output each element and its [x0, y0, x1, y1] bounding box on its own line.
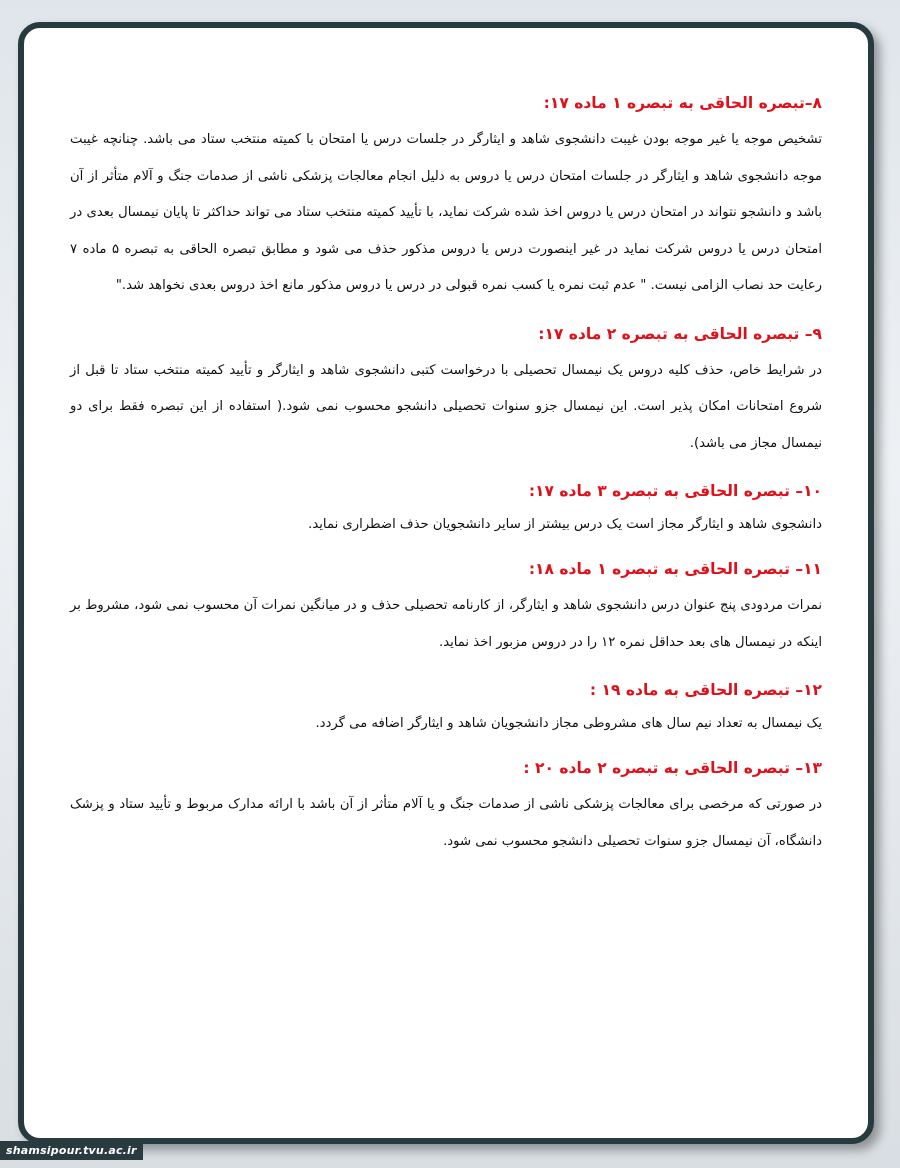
- section-body: نمرات مردودی پنج عنوان درس دانشجوی شاهد و ایثارگر، از کارنامه تحصیلی حذف و در میانگین نمرات آن محسوب نمی شود، مشروط بر اینکه در نیمسال های بعد حداقل نمره ۱۲ را در دروس مزبور اخذ نماید.: [70, 598, 822, 650]
- section-11: [70, 556, 822, 661]
- section-9: [70, 321, 822, 463]
- section-heading: ۱۳– تبصره الحاقی به تبصره ۲ ماده ۲۰ :: [523, 759, 822, 777]
- section-12: [70, 677, 822, 739]
- section-heading: ۱۰– تبصره الحاقی به تبصره ۳ ماده ۱۷:: [528, 482, 822, 500]
- section-heading: ۱۲– تبصره الحاقی به ماده ۱۹ :: [589, 681, 822, 699]
- section-body: در صورتی که مرخصی برای معالجات پزشکی ناشی از صدمات جنگ و یا آلام متأثر از آن باشد با ارائه مدارک مربوط و تأیید ستاد و پزشک دانشگاه، آن نیمسال جزو سنوات تحصیلی دانشجو محسوب نمی شود.: [70, 797, 822, 849]
- section-body: در شرایط خاص، حذف کلیه دروس یک نیمسال تحصیلی با درخواست کتبی دانشجوی شاهد و ایثارگر و تأیید کمیته منتخب ستاد تا قبل از شروع امتحانات امکان پذیر است. این نیمسال جزو سنوات تحصیلی دانشجو محسوب نمی شود.( استفاده از این تبصره فقط برای دو نیمسال مجاز می باشد).: [70, 362, 822, 451]
- section-13: [70, 755, 822, 860]
- section-body: یک نیمسال به تعداد نیم سال های مشروطی مجاز دانشجویان شاهد و ایثارگر اضافه می گردد.: [315, 716, 822, 731]
- site-watermark: shamsipour.tvu.ac.ir: [0, 1141, 143, 1160]
- section-heading: ۱۱– تبصره الحاقی به تبصره ۱ ماده ۱۸:: [528, 560, 822, 578]
- section-heading: ۸–تبصره الحاقی به تبصره ۱ ماده ۱۷:: [543, 94, 822, 112]
- section-8: [70, 90, 822, 305]
- section-body: تشخیص موجه یا غیر موجه بودن غیبت دانشجوی شاهد و ایثارگر در جلسات درس یا امتحان با کمیته منتخب ستاد می باشد. چنانچه غیبت موجه دانشجوی شاهد و ایثارگر در جلسات امتحان درس یا دروس به دلیل انجام معالجات پزشکی ناشی از صدمات جنگ و آلام متأثر از آن باشد و دانشجو نتواند در امتحان درس یا دروس اخذ شده شرکت نماید، با تأیید کمیته منتخب ستاد می تواند حداکثر تا پایان نیمسال بعدی در امتحان درس یا دروس شرکت نماید در غیر اینصورت درس یا دروس مذکور حذف می شود و مطابق تبصره الحاقی به تبصره ۵ ماده ۷ رعایت حد نصاب الزامی نیست. " عدم ثبت نمره یا کسب نمره قبولی در درس یا دروس مذکور مانع اخذ دروس بعدی نخواهد شد.": [70, 132, 822, 293]
- document-content: [70, 90, 822, 876]
- section-10: [70, 478, 822, 540]
- section-body: دانشجوی شاهد و ایثارگر مجاز است یک درس بیشتر از سایر دانشجویان حذف اضطراری نماید.: [308, 517, 822, 532]
- section-heading: ۹– تبصره الحاقی به تبصره ۲ ماده ۱۷:: [538, 324, 822, 343]
- document-frame: [18, 22, 874, 1144]
